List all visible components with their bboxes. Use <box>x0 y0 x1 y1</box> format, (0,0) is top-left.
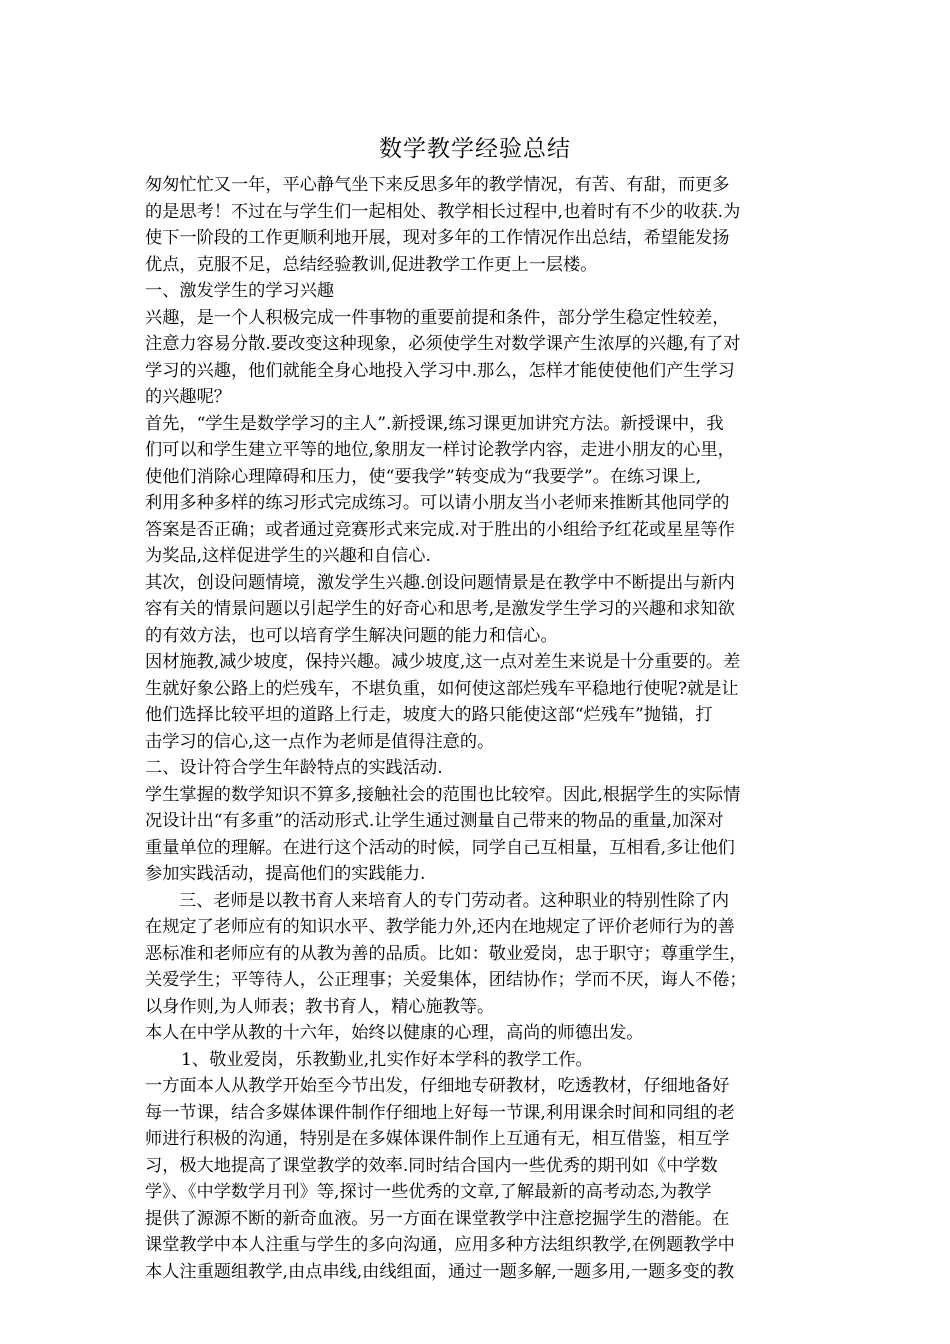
text-line: 提供了源源不断的新奇血液。另一方面在课堂教学中注意挖掘学生的潜能。在 <box>145 1208 730 1229</box>
text-line: 容有关的情景问题以引起学生的好奇心和思考,是激发学生学习的兴趣和求知欲 <box>145 599 735 619</box>
text-line: 优点，克服不足，总结经验教训,促进教学工作更上一层楼。 <box>145 254 598 275</box>
text-line: 在规定了老师应有的知识水平、教学能力外,还内在地规定了评价老师行为的善 <box>145 917 735 937</box>
text-line: 为奖品,这样促进学生的兴趣和自信心. <box>145 546 431 566</box>
text-line: 学生掌握的数学知识不算多,接触社会的范围也比较窄。因此,根据学生的实际情 <box>145 784 741 805</box>
text-line: 生就好象公路上的烂残车，不堪负重，如何使这部烂残车平稳地行使呢?就是让 <box>145 678 739 699</box>
text-line: 的有效方法，也可以培育学生解决问题的能力和信心。 <box>145 625 558 646</box>
text-line: 关爱学生；平等待人，公正理事；关爱集体，团结协作；学而不厌，诲人不倦； <box>145 970 747 990</box>
document-title: 数学教学经验总结 <box>379 136 571 162</box>
text-line: 课堂教学中本人注重与学生的多向沟通，应用多种方法组织教学,在例题教学中 <box>145 1235 735 1255</box>
text-line: 习，极大地提高了课堂教学的效率.同时结合国内一些优秀的期刊如《中学数 <box>145 1155 718 1176</box>
text-line: 三、老师是以教书育人来培育人的专门劳动者。这种职业的特别性除了内 <box>179 890 730 911</box>
text-line: 一方面本人从教学开始至今节出发，仔细地专研教材，吃透教材，仔细地备好 <box>145 1076 730 1096</box>
text-line: 他们选择比较平坦的道路上行走，坡度大的路只能使这部“烂残车”抛锚，打 <box>145 705 713 725</box>
text-line: 利用多种多样的练习形式完成练习。可以请小朋友当小老师来推断其他同学的 <box>145 493 730 513</box>
text-line: 匆匆忙忙又一年，平心静气坐下来反思多年的教学情况，有苦、有甜，而更多 <box>145 175 730 195</box>
text-line: 的是思考！不过在与学生们一起相处、教学相长过程中,也着时有不少的收获.为 <box>145 201 741 222</box>
text-line: 学》、《中学数学月刊》等,探讨一些优秀的文章,了解最新的高考动态,为教学 <box>145 1182 712 1202</box>
text-line: 学习的兴趣，他们就能全身心地投入学习中.那么，怎样才能使使他们产生学习 <box>145 360 735 381</box>
text-line: 以身作则,为人师表；教书育人，精心施教等。 <box>145 996 495 1017</box>
text-line: 使下一阶段的工作更顺利地开展，现对多年的工作情况作出总结，希望能发扬 <box>145 228 730 248</box>
text-line: 们可以和学生建立平等的地位,象朋友一样讨论教学内容，走进小朋友的心里， <box>145 440 735 460</box>
text-line: 恶标准和老师应有的从教为善的品质。比如：敬业爱岗，忠于职守；尊重学生， <box>145 943 747 964</box>
text-line: 本人注重题组教学,由点串线,由线组面，通过一题多解,一题多用,一题多变的教 <box>145 1261 735 1282</box>
text-line: 况设计出“有多重”的活动形式.让学生通过测量自己带来的物品的重量,加深对 <box>145 811 724 831</box>
text-line: 1、敬业爱岗，乐教勤业,扎实作好本学科的教学工作。 <box>181 1049 593 1070</box>
text-line: 击学习的信心,这一点作为老师是值得注意的。 <box>145 731 495 752</box>
text-line: 每一节课，结合多媒体课件制作仔细地上好每一节课,利用课余时间和同组的老 <box>145 1102 735 1123</box>
text-line: 使他们消除心理障碍和压力，使“要我学”转变成为“我要学”。在练习课上, <box>145 466 702 487</box>
text-line: 答案是否正确；或者通过竞赛形式来完成.对于胜出的小组给予红花或星星等作 <box>145 519 735 540</box>
text-line: 一、激发学生的学习兴趣 <box>145 281 335 301</box>
text-line: 首先，“学生是数学学习的主人”.新授课,练习课更加讲究方法。新授课中，我 <box>145 413 724 434</box>
text-line: 因材施教,减少坡度，保持兴趣。减少坡度,这一点对差生来说是十分重要的。差 <box>145 652 741 672</box>
text-line: 师进行积极的沟通，特别是在多媒体课件制作上互通有无，相互借鉴，相互学 <box>145 1129 730 1149</box>
text-line: 的兴趣呢？ <box>145 387 231 407</box>
text-line: 兴趣，是一个人积极完成一件事物的重要前提和条件，部分学生稳定性较差， <box>145 307 730 328</box>
text-line: 注意力容易分散.要改变这种现象，必须使学生对数学课产生浓厚的兴趣,有了对 <box>145 334 741 354</box>
text-line: 参加实践活动，提高他们的实践能力. <box>145 864 426 884</box>
text-line: 其次，创设问题情境，激发学生兴趣.创设问题情景是在教学中不断提出与新内 <box>145 572 735 593</box>
document-body <box>145 172 817 1285</box>
text-line: 二、设计符合学生年龄特点的实践活动. <box>145 758 443 778</box>
text-line: 本人在中学从教的十六年，始终以健康的心理，高尚的师德出发。 <box>145 1023 644 1043</box>
text-line: 重量单位的理解。在进行这个活动的时候，同学自己互相量，互相看,多让他们 <box>145 837 735 858</box>
